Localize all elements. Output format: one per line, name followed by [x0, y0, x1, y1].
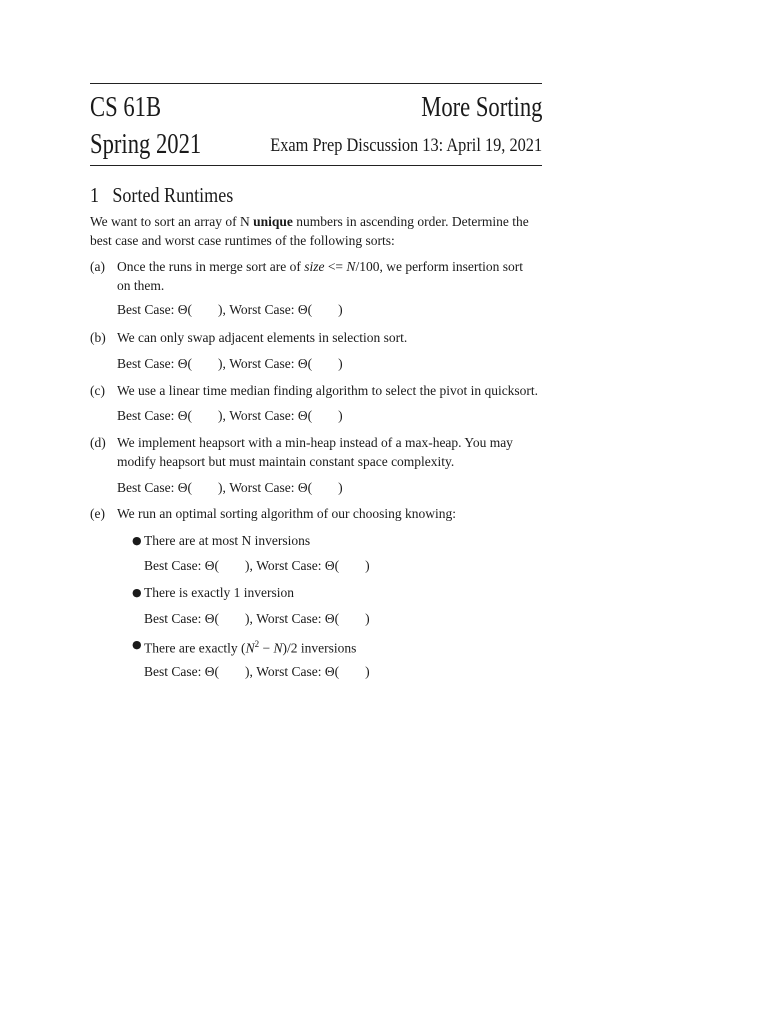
discussion-subtitle: Exam Prep Discussion 13: April 19, 2021 [270, 135, 542, 156]
section-heading [90, 182, 257, 208]
answer-line-d: Best Case: Θ( ), Worst Case: Θ( ) [117, 480, 343, 495]
question-e-text: We run an optimal sorting algorithm of our choosing knowing: [117, 506, 456, 521]
bullet-icon: ● [132, 534, 142, 547]
topic-title: More Sorting [420, 91, 542, 123]
header-top-rule [90, 83, 542, 84]
answer-line-a: Best Case: Θ( ), Worst Case: Θ( ) [117, 302, 343, 317]
question-e-label: (e) [90, 506, 105, 521]
question-b-text: We can only swap adjacent elements in selection sort. [117, 330, 408, 345]
unique-emphasis: unique [253, 214, 293, 229]
answer-line-e3: Best Case: Θ( ), Worst Case: Θ( ) [144, 664, 370, 679]
bullet-item-1: There are at most N inversions [144, 533, 311, 548]
question-c-label: (c) [90, 383, 105, 398]
question-a-text: Once the runs in merge sort are of size <= N/100, we perform insertion sort on them. [117, 259, 524, 293]
header-bottom-rule [90, 165, 542, 166]
question-c-text: We use a linear time median finding algorithm to select the pivot in quicksort. [117, 383, 539, 398]
course-title: CS 61B [90, 91, 162, 123]
answer-line-e2: Best Case: Θ( ), Worst Case: Θ( ) [144, 611, 370, 626]
question-b-label: (b) [90, 330, 106, 345]
section-title: Sorted Runtimes [112, 183, 234, 207]
bullet-icon: ● [132, 638, 142, 651]
exam-page [90, 0, 542, 1024]
question-d-text: We implement heapsort with a min-heap instead of a max-heap. You may modify heapsort but must maintain constant space complexity. [117, 435, 513, 469]
answer-line-e1: Best Case: Θ( ), Worst Case: Θ( ) [144, 558, 370, 573]
question-d-label: (d) [90, 435, 106, 450]
term-title: Spring 2021 [90, 128, 202, 160]
answer-line-c: Best Case: Θ( ), Worst Case: Θ( ) [117, 408, 343, 423]
bullet-item-2: There is exactly 1 inversion [144, 585, 294, 600]
question-a-label: (a) [90, 259, 105, 274]
bullet-item-3: There are exactly $(N^2 - N)/2$ inversions [144, 639, 357, 656]
section-number: 1 [90, 183, 100, 207]
answer-line-b: Best Case: Θ( ), Worst Case: Θ( ) [117, 356, 343, 371]
intro-paragraph: We want to sort an array of N unique numbers in ascending order. Determine the best case and worst case runtimes of the following sorts: [90, 214, 529, 248]
bullet-icon: ● [132, 586, 142, 599]
